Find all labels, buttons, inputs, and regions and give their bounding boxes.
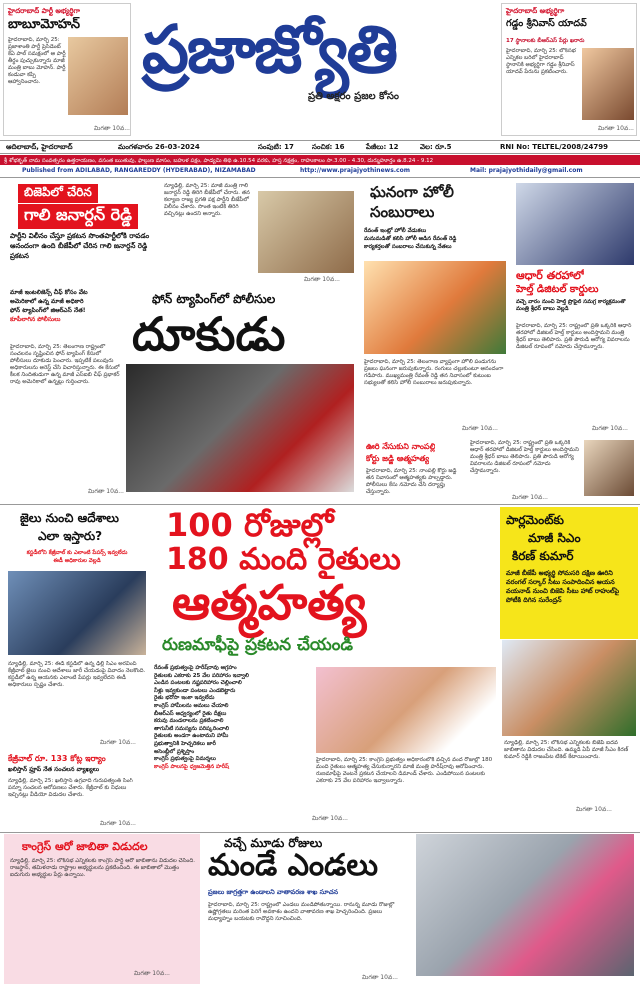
holi-subhead-1: రేవంత్ ఇంట్లో హోలీ వేడుకలు	[364, 228, 427, 234]
story-kiran-kumar	[500, 507, 638, 639]
health-headline-2: హెల్త్ డిజిటల్ కార్డులు	[516, 284, 599, 295]
published-from: Published from ADILABAD, RANGAREDDY (HYDERABAD), NIZAMABAD	[22, 167, 256, 174]
story-gali-janardhan	[4, 181, 358, 285]
price: వెల: రూ.5	[420, 143, 452, 151]
right-ear-more: మిగతా 10వ...	[598, 125, 634, 132]
newspaper-logo: ప్రజాజ్యోతి	[142, 10, 397, 88]
nampally-body: హైదరాబాద్, మార్చి 25: నాంపల్లి కోర్టు జడ్జి తన నివాసంలో ఆత్మహత్యకు పాల్పడ్డారు. పోలీసులు కేసు నమోదు చేసి దర్యాప్తు చేస్తున్నారు.	[366, 468, 457, 495]
lead-headline-1: 100 రోజుల్లో	[166, 506, 334, 544]
jail-subhead-2: ఈడీ అధికారుల వెల్లడి	[53, 558, 101, 564]
lead-bullet: కాంగ్రెస్ హామీలను అమలు చేయాలి	[154, 702, 229, 709]
kejri-more: మిగతా 10వ...	[100, 820, 136, 827]
lead-bullet: ప్రభుత్వానికి హెచ్చరికలు జారీ	[154, 740, 216, 747]
issue-info-bar	[0, 140, 640, 154]
phone-kickers	[10, 288, 120, 324]
bjp-headline-2: గాలి జనార్దన్ రెడ్డి	[18, 204, 138, 229]
kiran-kumar-photo	[502, 640, 636, 736]
lead-body: హైదరాబాద్, మార్చి 25: కాంగ్రెస్ ప్రభుత్వం అధికారంలోకి వచ్చిన వంద రోజుల్లో 180 మంది రైతులు ఆత్మహత్య చేసుకున్నారని మాజీ మంత్రి హరీష్‌రావు ఆరోపించారు. రుణమాఫీపై వెంటనే ప్రకటన చేయాలని డిమాండ్ చేశారు. ఎండిపోయిన పంటలకు ఎకరాకు 25 వేల పరిహారం ఇవ్వాలన్నారు.	[316, 757, 493, 784]
jail-headline-2: ఎలా ఇస్తారు?	[38, 529, 103, 543]
health-more: మిగతా 10వ...	[592, 425, 628, 432]
issue-number: సంచిక: 16	[312, 143, 345, 151]
jail-more: మిగతా 10వ...	[100, 739, 136, 746]
holi-subheads	[364, 227, 508, 251]
holi-subhead-2: మనుమడితో కలిసి హోలీ ఆడిన రేవంత్ రెడ్డి	[364, 236, 457, 242]
story-health-cards	[512, 181, 638, 436]
lead-bullet: రైతులకు ఎకరాకు 25 వేల పరిహారం ఇవ్వాలి	[154, 672, 249, 679]
aadhaar-continued-body: హైదరాబాద్, మార్చి 25: రాష్ట్రంలో ప్రతి ఒక్కరికి ఆధార్ తరహాలో డిజిటల్ హెల్త్ కార్డులు అందిస్తామని మంత్రి శ్రీధర్ బాబు తెలిపారు. ప్రతి పౌరుడి ఆరోగ్య వివరాలను డిజిటల్ రూపంలో నమోదు చేస్తామన్నారు.	[470, 440, 579, 474]
lead-headline-3: ఆత్మహత్య	[172, 575, 367, 631]
email-link[interactable]: Mail: prajajyothidaily@gmail.com	[470, 167, 583, 174]
heat-subhead: ప్రజలు జాగ్రత్తగా ఉండాలని వాతావరణ శాఖ సూచన	[208, 888, 339, 896]
lead-bullet: బీఆర్ఎస్ ఆధ్వర్యంలో రైతు దీక్షలు	[154, 710, 227, 717]
page-count: పేజీలు: 12	[366, 143, 399, 151]
heat-headline: మండే ఎండలు	[208, 848, 378, 883]
holi-celebration-photo	[364, 261, 506, 354]
holi-body: హైదరాబాద్, మార్చి 25: తెలంగాణ వ్యాప్తంగా హోలీ పండుగను ప్రజలు ఘనంగా జరుపుకున్నారు. రంగులు చల్లుకుంటూ ఆనందంగా గడిపారు. ముఖ్యమంత్రి రేవంత్ రెడ్డి తన నివాసంలో కుటుంబ సభ్యులతో కలిసి హోలీ సంబురాలు జరుపుకున్నారు.	[364, 359, 504, 386]
phone-more: మిగతా 10వ...	[88, 488, 124, 495]
nampally-headline-2: కోర్టు జడ్జి ఆత్మహత్య	[366, 454, 430, 463]
left-ear-title: బాబూమోహన్	[8, 17, 80, 32]
lead-bullet: తాగునీటి సమస్యను పరిష్కరించాలి	[154, 725, 229, 732]
divider	[0, 177, 640, 178]
lead-bullets	[154, 665, 314, 771]
phone-kicker-4: కూపీలాగిన పోలీసులు	[10, 316, 61, 323]
kejri-body: న్యూఢిల్లీ, మార్చి 25: ఖలిస్తాన్ ఉగ్రవాది గురుపత్వంత్ సింగ్ పన్నూ సంచలన ఆరోపణలు చేశారు. కేజ్రీవాల్ కు నిధులు ఇచ్చినట్లు వీడియో విడుదల చేశారు.	[8, 778, 133, 798]
story-heat-wave	[202, 834, 636, 984]
congress-body: న్యూఢిల్లీ, మార్చి 25: లోక్‌సభ ఎన్నికలకు కాంగ్రెస్ పార్టీ ఆరో జాబితాను విడుదల చేసింది. రాజస్థాన్, తమిళనాడు రాష్ట్రాల అభ్యర్థులను ప్రకటించింది. ఈ జాబితాలో మొత్తం ఐదుగురు అభ్యర్థుల పేర్లు ఉన్నాయి.	[10, 858, 195, 878]
lead-bullet: కాంగ్రెస్ పాలనపై ధ్వజమెత్తిన హరీష్	[154, 763, 229, 770]
dateline: ఆదిలాబాద్, హైదరాబాద్	[6, 143, 73, 151]
holi-headline-1: ఘనంగా హోలీ	[370, 183, 454, 201]
heat-kicker: వచ్చే మూడు రోజులు	[224, 836, 323, 850]
kiran-subhead: మాజీ బీజేపీ అభ్యర్థి సోమసరి దక్షిణ ఊరిని వరంగల్ సర్కార్ సీటు సంపాదించిన ఆయన వయనాడ్ నుంచి బిజెపి సీటు హాట్ రాహుల్‌పై పోటీకి దిగిన సురేంద్రన్	[506, 569, 620, 604]
lead-bullet: నీళ్లు ఇవ్వకుండా పంటలు ఎండబెట్టారు	[154, 687, 236, 694]
left-ear-body: హైదరాబాద్, మార్చి 25: ప్రజాశాంతి పార్టీ ప్రెసిడెంట్ కేఏ పాల్ సమక్షంలో ఆ పార్టీ తీర్థం పుచ్చుకున్నారు మాజీ మంత్రి బాబు మోహన్. పార్టీ కండువా కప్పి ఆహ్వానించారు.	[8, 37, 66, 85]
right-ear-kicker: హైదరాబాద్ అభ్యర్థిగా	[506, 7, 565, 15]
website-link[interactable]: http://www.prajajyothinews.com	[300, 167, 410, 174]
right-ear-body: హైదరాబాద్, మార్చి 25: లోక్‌సభ ఎన్నికల బరిలో హైదరాబాద్ స్థానానికి అభ్యర్థిగా గడ్డం శ్రీనివాస్ యాదవ్ పేరును ప్రకటించారు.	[506, 48, 576, 75]
health-subhead: వచ్చే వారం నుంచి హెల్త్ ప్రొఫైల్ సమగ్ర కార్యక్రమంతో మంత్రి శ్రీధర్ బాబు వెల్లడి	[516, 299, 626, 312]
phone-kicker-1: మాజీ ఇంటలిజెన్స్ చీఫ్ కోసం వేట	[10, 289, 88, 296]
kiran-headline-3: కిరణ్ కుమార్	[512, 549, 574, 563]
lead-bullet: కరువు మండలాలను ప్రకటించాలి	[154, 718, 224, 725]
holi-subhead-3: కార్యకర్తలతో సంబరాలు చేసుకున్న నేతలు	[364, 244, 452, 250]
lead-headline-2: 180 మంది రైతులు	[166, 542, 401, 577]
story-phone-tapping	[4, 288, 358, 500]
lead-bullet: అసెంబ్లీలో ప్రశ్నిస్తాం	[154, 748, 195, 755]
gali-janardhan-photo	[258, 191, 354, 273]
nampally-more: మిగతా 10వ...	[512, 494, 548, 501]
divider	[0, 504, 640, 505]
jail-subheads	[8, 549, 146, 565]
phone-headline-big: దూకుడు	[132, 307, 286, 361]
story-farmer-suicides	[152, 507, 498, 827]
issue-date: మంగళవారం 26-03-2024	[118, 143, 200, 151]
kejri-headline-2: ఖలిస్తాన్ ఫ్రూప్ నేత సంచలన వ్యాఖ్యలు	[8, 766, 100, 773]
kejriwal-photo	[8, 571, 146, 655]
right-ear-story	[501, 3, 637, 136]
kiran-more: మిగతా 10వ...	[576, 806, 612, 813]
congress-more: మిగతా 10వ...	[134, 970, 170, 977]
bjp-subhead: పార్టీని విలీనం చేస్తూ ప్రకటన సొంతపార్టీలోకి రావడం ఆనందంగా ఉంది బీజేపీలో చేరిన గాలి జనార్దన్ రెడ్డి ప్రకటన	[10, 232, 150, 260]
story-nampally-judge	[362, 438, 638, 504]
judge-photo	[584, 440, 634, 496]
publication-info-strip	[0, 166, 640, 176]
story-kejriwal-133-crore	[4, 752, 150, 830]
babu-mohan-photo	[68, 37, 128, 115]
sridhar-babu-photo	[516, 183, 634, 265]
srinivas-yadav-photo	[582, 48, 634, 120]
jail-subhead-1: కస్టడీలోని కేజ్రీవాల్ కు ఎలాంటి పేపర్స్ ఇవ్వలేదు	[26, 550, 128, 556]
tagline: ప్రతి అక్షరం ప్రజల కోసం	[308, 91, 399, 102]
rni-number: RNI No: TELTEL/2008/24799	[500, 143, 609, 151]
story-congress-list	[4, 834, 200, 984]
kiran-body: న్యూఢిల్లీ, మార్చి 25: లోక్‌సభ ఎన్నికలకు బీజేపీ ఐదవ జాబితాను విడుదల చేసింది. ఉమ్మడి ఏపీ మాజీ సీఎం కిరణ్ కుమార్ రెడ్డికి రాజంపేట టికెట్ కేటాయించారు.	[504, 740, 629, 760]
heat-wave-photo	[416, 834, 634, 976]
lead-bullet: రైతు భరోసా ఇంకా ఇవ్వలేదు	[154, 695, 215, 702]
lead-bullet: కాంగ్రెస్ ప్రభుత్వంపై విమర్శలు	[154, 756, 216, 763]
story-holi	[362, 181, 508, 436]
jail-body: న్యూఢిల్లీ, మార్చి 25: ఈడీ కస్టడీలో ఉన్న ఢిల్లీ సీఎం అరవింద్ కేజ్రీవాల్ జైలు నుంచి ఆదేశాలు జారీ చేయడంపై వివాదం నెలకొంది. కస్టడీలో ఉన్న ఆయనకు ఎలాంటి పేపర్లు ఇవ్వలేదని ఈడీ అధికారులు స్పష్టం చేశారు.	[8, 661, 146, 688]
lead-more: మిగతా 10వ...	[312, 815, 348, 822]
right-ear-sub: 17 స్థానాలకు బీఆర్ఎస్ పేర్లు ఖరారు	[506, 38, 585, 44]
health-body: హైదరాబాద్, మార్చి 25: రాష్ట్రంలో ప్రతి ఒక్కరికి ఆధార్ తరహాలో డిజిటల్ హెల్త్ కార్డులు అందిస్తామని మంత్రి శ్రీధర్ బాబు తెలిపారు. ప్రతి పౌరుడి ఆరోగ్య వివరాలను డిజిటల్ రూపంలో నమోదు చేస్తామన్నారు.	[516, 323, 632, 350]
left-ear-kicker: హైదరాబాద్ పార్టీ అభ్యర్థిగా	[8, 7, 80, 15]
health-headline-1: ఆధార్ తరహాలో	[516, 269, 585, 282]
left-ear-more: మిగతా 10వ...	[94, 125, 130, 132]
phone-tapping-photo	[126, 364, 354, 492]
heat-body: హైదరాబాద్, మార్చి 25: రాష్ట్రంలో ఎండలు మండిపోతున్నాయి. రానున్న మూడు రోజుల్లో ఉష్ణోగ్రతలు మరింత పెరిగే అవకాశం ఉందని వాతావరణ శాఖ హెచ్చరించింది. ప్రజలు మధ్యాహ్నం బయటకు రావొద్దని సూచించింది.	[208, 902, 395, 922]
harish-rao-press-photo	[316, 667, 496, 753]
jail-headline-1: జైలు నుంచి ఆదేశాలు	[20, 511, 119, 525]
phone-headline-small: ఫోన్ ట్యాపింగ్‌లో పోలీసుల	[152, 292, 276, 306]
lead-bullet: ఎండిన పంటలకు నష్టపరిహారం చెల్లించాలి	[154, 680, 242, 687]
lead-bullet: రైతులకు అండగా ఉంటామని హామీ	[154, 733, 229, 740]
holi-more: మిగతా 10వ...	[462, 425, 498, 432]
phone-kicker-2: అమెరికాలో ఉన్న మాజీ అధికారి	[10, 298, 84, 305]
divider	[0, 832, 640, 833]
kejri-headline-1: కేజ్రీవాల్ రూ. 133 కోట్ల ఇర్యాం	[8, 754, 106, 763]
left-ear-story	[3, 3, 131, 136]
congress-headline: కాంగ్రెస్ ఆరో జాబితా విడుదల	[22, 840, 148, 853]
phone-kicker-3: ఫోన్ ట్యాపింగ్‌లో జిఆర్ఎస్ నేత!	[10, 307, 86, 314]
calendar-strip: శ్రీ శోభకృత్ నామ సంవత్సరం ఉత్తరాయణం, వసంత ఋతువు, ఫాల్గుణ మాసం, బహుళ పక్షం, పాడ్యమి తిథి ఉ.10.54 వరకు, హస్త నక్షత్రం, రాహుకాలం సా.3.00 - 4.30, దుర్ముహూర్తం ఉ.8.24 - 9.12	[0, 155, 640, 165]
heat-more: మిగతా 10వ...	[362, 974, 398, 981]
phone-body: హైదరాబాద్, మార్చి 25: తెలంగాణ రాష్ట్రంలో సంచలనం సృష్టించిన ఫోన్ ట్యాపింగ్ కేసులో పోలీసులు దూకుడు పెంచారు. ఇప్పటికే పలువురు అధికారులను అరెస్ట్ చేసి విచారిస్తున్నారు. ఈ కేసులో కీలక నిందితుడుగా ఉన్న మాజీ ఎస్ఐబి చీఫ్ ప్రభాకర్ రావు అమెరికాలో ఉన్నట్లు గుర్తించారు.	[10, 344, 120, 385]
bjp-more: మిగతా 10వ...	[304, 276, 340, 283]
bjp-body: న్యూఢిల్లీ, మార్చి 25: మాజీ మంత్రి గాలి జనార్దన్ రెడ్డి తిరిగి బీజేపీలో చేరారు. తన కల్యాణ రాజ్య ప్రగతి పక్ష పార్టీని బీజేపీలో విలీనం చేశారు. సొంత ఇంటికి తిరిగి వచ్చినట్లు ఉందని అన్నారు.	[164, 183, 250, 217]
right-ear-title: గడ్డం శ్రీనివాస్ యాదవ్	[506, 18, 587, 29]
kiran-headline-1: పార్లమెంట్‌కు	[506, 513, 564, 527]
volume-number: సంపుటి: 17	[258, 143, 294, 151]
lead-subhead: రుణమాఫీపై ప్రకటన చేయండి	[162, 635, 353, 655]
kiran-headline-2: మాజీ సిఎం	[528, 531, 581, 545]
masthead	[0, 0, 640, 140]
lead-bullet: రేవంత్ ప్రభుత్వంపై హరీష్‌రావు ఆగ్రహం	[154, 665, 237, 671]
holi-headline-2: సంబురాలు	[370, 203, 435, 221]
bjp-headline-1: బిజెపిలో చేరిన	[18, 184, 98, 203]
nampally-headline-1: ఊరి నేసుకుని నాంపల్లి	[366, 442, 436, 451]
